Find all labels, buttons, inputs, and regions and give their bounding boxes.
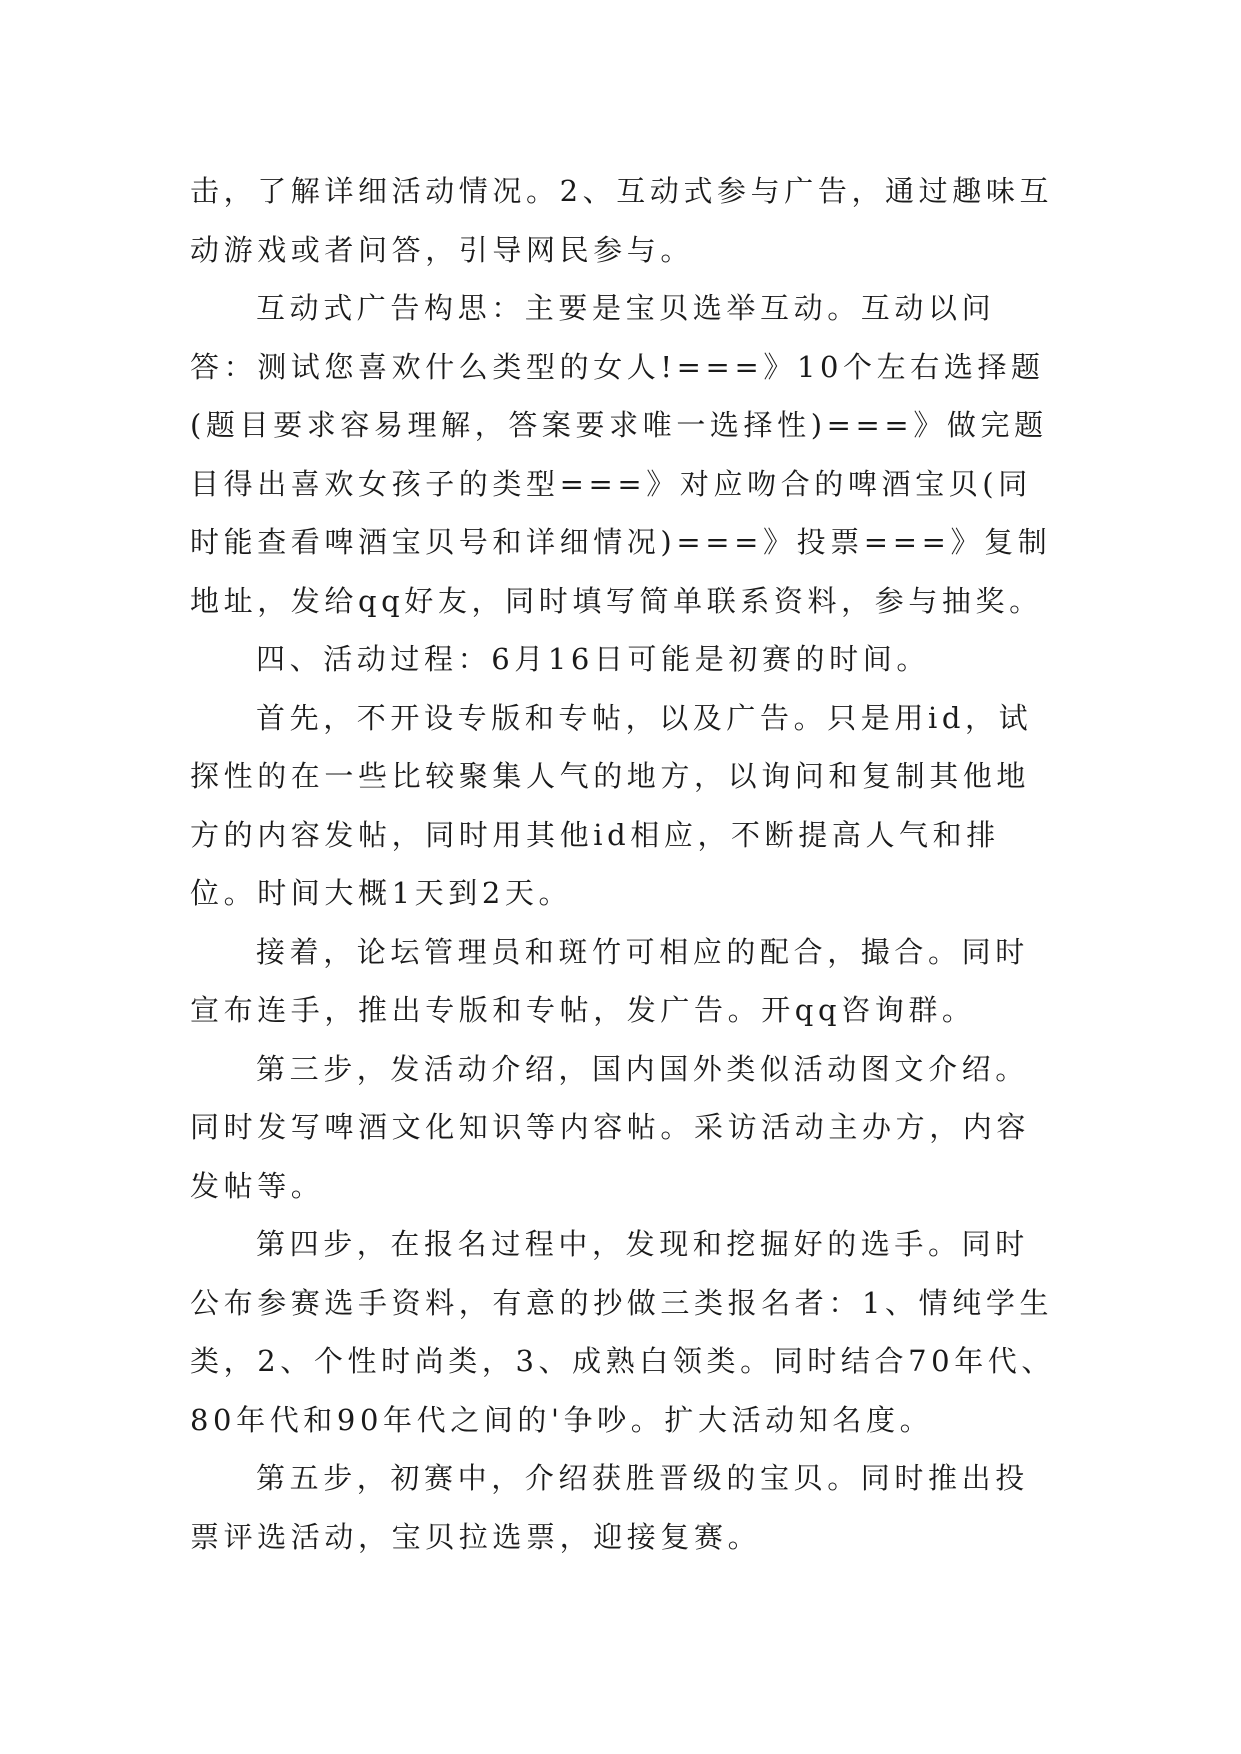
paragraph-step-third: 第三步，发活动介绍，国内国外类似活动图文介绍。同时发写啤酒文化知识等内容帖。采访活动主办方，内容发帖等。 — [190, 1051, 1031, 1203]
paragraph-step-first: 首先，不开设专版和专帖，以及广告。只是用id，试探性的在一些比较聚集人气的地方，以询问和复制其他地方的内容发帖，同时用其他id相应，不断提高人气和排位。时间大概1天到2天。 — [190, 700, 1033, 910]
paragraph-interactive-ad-concept: 互动式广告构思：主要是宝贝选举互动。互动以问答：测试您喜欢什么类型的女人!===》10个左右选择题(题目要求容易理解，答案要求唯一选择性)===》做完题目得出喜欢女孩子的类型===》对应吻合的啤酒宝贝(同时能查看啤酒宝贝号和详细情况)===》投票===》复制地址，发给qq好友，同时填写简单联系资料，参与抽奖。 — [190, 291, 1052, 618]
paragraph-step-next: 接着，论坛管理员和斑竹可相应的配合，撮合。同时宣布连手，推出专版和专帖，发广告。开qq咨询群。 — [190, 934, 1029, 1027]
paragraph-step-fourth: 第四步，在报名过程中，发现和挖掘好的选手。同时公布参赛选手资料，有意的抄做三类报名者：1、情纯学生类，2、个性时尚类，3、成熟白领类。同时结合70年代、80年代和90年代之间的'争吵。扩大活动知名度。 — [190, 1227, 1056, 1437]
document-body — [190, 162, 1060, 1566]
paragraph-intro-continued: 击，了解详细活动情况。2、互动式参与广告，通过趣味互动游戏或者问答，引导网民参与。 — [190, 174, 1054, 267]
paragraph-step-fifth: 第五步，初赛中，介绍获胜晋级的宝贝。同时推出投票评选活动，宝贝拉选票，迎接复赛。 — [190, 1461, 1029, 1554]
paragraph-section-heading-process: 四、活动过程：6月16日可能是初赛的时间。 — [256, 642, 930, 676]
